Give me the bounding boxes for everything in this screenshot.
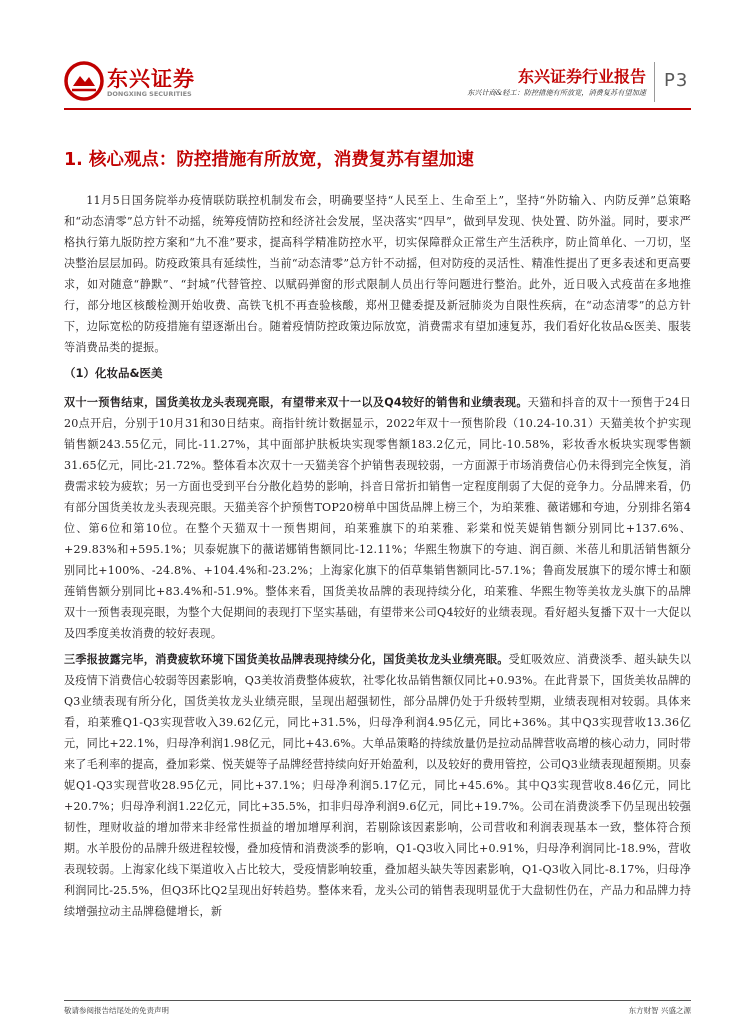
logo-english-name: DONGXING SECURITIES <box>107 90 192 98</box>
logo-chinese-name: 东兴证券 <box>107 67 195 91</box>
paragraph-q3-results <box>64 649 691 922</box>
intro-paragraph: 11月5日国务院举办疫情联防联控机制发布会，明确要坚持“人民至上、生命至上”，坚持“外防输入、内防反弹”总策略和“动态清零”总方针不动摇，统筹疫情防控和经济社会发展，坚决落实“四早”，做到早发现、快处置、防外溢。同时，要求严格执行第九版防控方案和“九不准”要求，提高科学精准防控水平，切实保障群众正常生产生活秩序，防止简单化、一刀切，坚决整治层层加码。防疫政策具有延续性，当前“动态清零”总方针不动摇，但对防疫的灵活性、精准性提出了更多表述和更高要求，如对随意“静默”、“封城”代替管控、以赋码弹窗的形式限制人员出行等问题进行整治。此外，近日吸入式疫苗在多地推行，部分地区核酸检测开始收费、高铁飞机不再查验核酸，郑州卫健委提及新冠肺炎为自限性疾病，在“动态清零”的总方针下，边际宽松的防疫措施有望逐渐出台。随着疫情防控政策边际放宽，消费需求有望加速复苏，我们看好化妆品&医美、服装等消费品类的提振。 <box>64 194 691 354</box>
header-divider <box>654 62 655 102</box>
company-logo <box>64 61 194 101</box>
report-subtitle: 东兴计商&轻工：防控措施有所放宽，消费复苏有望加速 <box>467 88 646 97</box>
report-title: 东兴证券行业报告 <box>517 67 646 86</box>
paragraph-lead: 双十一预售结束，国货美妆龙头表现亮眼，有望带来双十一以及Q4较好的销售和业绩表现。 <box>64 396 528 409</box>
dongxing-logo-icon <box>64 61 104 101</box>
report-body <box>64 190 691 927</box>
page-number: P3 <box>664 70 689 91</box>
paragraph-text: 天猫和抖音的双十一预售于24日20点开启，分别于10月31和30日结束。商指针统计数据显示，2022年双十一预售阶段（10.24-10.31）天猫美妆个护实现销售额243.55亿元，同比-11.27%，其中面部护肤板块实现零售额183.2亿元，同比-10.58%，彩妆香水板块实现零售额31.65亿元，同比-21.72%。整体看本次双十一天猫美容个护销售表现较弱，一方面源于市场消费信心仍未得到完全恢复，消费需求较为疲软；另一方面也受到平台分散化趋势的影响，抖音日常折扣销售一定程度削弱了大促的竞争力。分品牌来看，仍有部分国货美妆龙头表现亮眼。天猫美容个护预售TOP20榜单中国货品牌上榜三个，为珀莱雅、薇诺娜和夸迪，分别排名第4位、第6位和第10位。在整个天猫双十一预售期间，珀莱雅旗下的珀莱雅、彩棠和悦芙媞销售额分别同比+137.6%、+29.83%和+595.1%；贝泰妮旗下的薇诺娜销售额同比-12.11%；华熙生物旗下的夸迪、润百颜、米蓓儿和肌活销售额分别同比+100%、-24.8%、+104.4%和-23.2%；上海家化旗下的佰草集销售额同比-57.1%；鲁商发展旗下的瑷尔博士和颐莲销售额分别同比+83.4%和-51.9%。整体来看，国货美妆品牌的表现持续分化，珀莱雅、华熙生物等美妆龙头旗下的品牌双十一预售表现亮眼，为整个大促期间的表现打下坚实基础，有望带来公司Q4较好的业绩表现。看好超头复播下双十一大促以及四季度美妆消费的较好表现。 <box>64 396 691 640</box>
paragraph-double-eleven <box>64 392 691 644</box>
header-rule <box>64 108 691 110</box>
paragraph-lead: 三季报披露完毕，消费疲软环境下国货美妆品牌表现持续分化，国货美妆龙头业绩亮眼。 <box>64 653 509 666</box>
disclaimer-note: 敬请参阅报告结尾处的免责声明 <box>64 1006 169 1015</box>
section-title: 1. 核心观点：防控措施有所放宽，消费复苏有望加速 <box>64 150 474 170</box>
footer-slogan: 东方财智 兴盛之源 <box>628 1006 691 1015</box>
paragraph-text: 受虹吸效应、消费淡季、超头缺失以及疫情下消费信心较弱等因素影响，Q3美妆消费整体疲软，社零化妆品销售额仅同比+0.93%。在此背景下，国货美妆品牌的Q3业绩表现有所分化，国货美妆龙头业绩亮眼，呈现出超强韧性，部分品牌仍处于升级转型期，业绩表现相对较弱。具体来看，珀莱雅Q1-Q3实现营收入39.62亿元，同比+31.5%，归母净利润4.95亿元，同比+36%。其中Q3实现营收13.36亿元，同比+22.1%，归母净利润1.98亿元，同比+43.6%。大单品策略的持续放量仍是拉动品牌营收高增的核心动力，同时带来了毛利率的提高，叠加彩棠、悦芙媞等子品牌经营持续向好开始盈利，以及较好的费用管控，公司Q3业绩表现超预期。贝泰妮Q1-Q3实现营收28.95亿元，同比+37.1%；归母净利润5.17亿元，同比+45.6%。其中Q3实现营收8.46亿元，同比+20.7%；归母净利润1.22亿元，同比+35.5%，扣非归母净利润9.6亿元，同比+19.7%。公司在消费淡季下仍呈现出较强韧性，理财收益的增加带来非经常性损益的增加增厚利润，若剔除该因素影响，公司营收和利润表现基本一致，整体符合预期。水羊股份的品牌升级进程较慢，叠加疫情和消费淡季的影响，Q1-Q3收入同比+0.91%，归母净利润同比-18.9%，营收表现较弱。上海家化线下渠道收入占比较大，受疫情影响较重，叠加超头缺失等因素影响，Q1-Q3收入同比-8.17%，归母净利润同比-25.5%，但Q3环比Q2呈现出好转趋势。整体来看，龙头公司的销售表现明显优于大盘韧性仍在，产品力和品牌力持续增强拉动主品牌稳健增长，新 <box>64 653 691 918</box>
footer-rule <box>64 1000 691 1001</box>
subsection-heading: （1）化妆品&医美 <box>64 366 163 380</box>
